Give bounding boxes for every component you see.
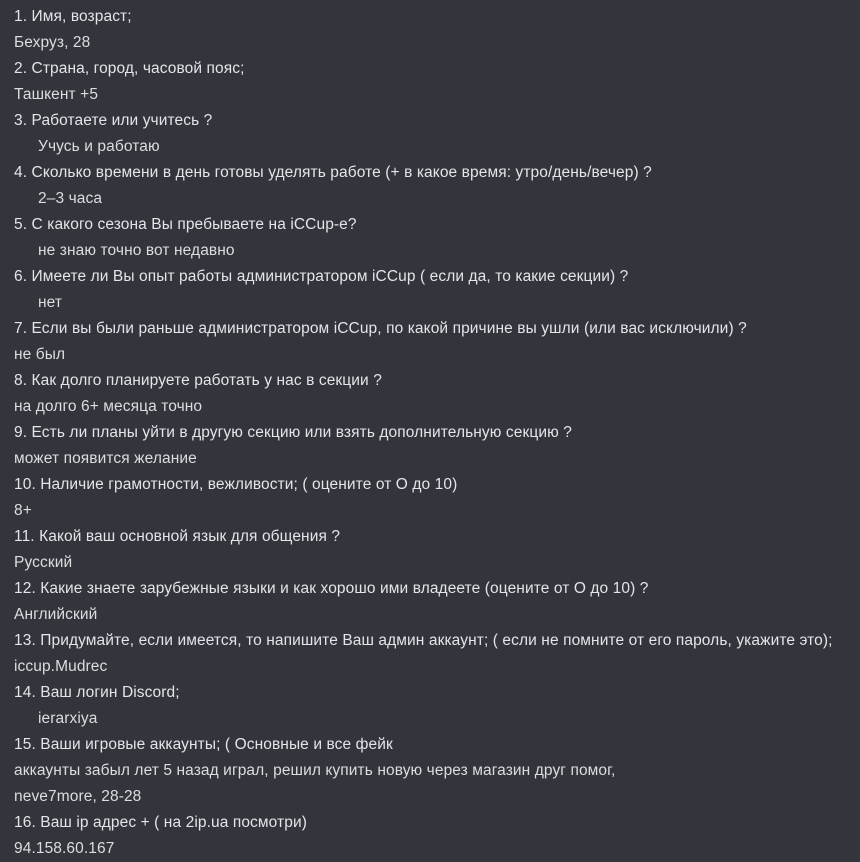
answer-line: Английский xyxy=(14,606,98,623)
answer-line: Русский xyxy=(14,554,73,571)
answer-line: 94.158.60.167 xyxy=(14,840,115,857)
question-line: 2. Страна, город, часовой пояс; xyxy=(14,60,245,77)
question-line: 13. Придумайте, если имеется, то напишите Ваш админ аккаунт; ( если не помните от его пароль, укажите это); xyxy=(14,632,833,649)
answer-line: 8+ xyxy=(14,502,32,519)
question-line: 8. Как долго планируете работать у нас в секции ? xyxy=(14,372,382,389)
question-line: 6. Имеете ли Вы опыт работы администратором iCCup ( если да, то какие секции) ? xyxy=(14,268,629,285)
answer-line: iccup.Mudrec xyxy=(14,658,108,675)
answer-line: neve7more, 28-28 xyxy=(14,788,142,805)
answer-line: нет xyxy=(38,294,63,311)
question-line: 4. Сколько времени в день готовы уделять работе (+ в какое время: утро/день/вечер) ? xyxy=(14,164,652,181)
question-line: 9. Есть ли планы уйти в другую секцию или взять дополнительную секцию ? xyxy=(14,424,572,441)
answer-line: может появится желание xyxy=(14,450,197,467)
question-line: 14. Ваш логин Discord; xyxy=(14,684,180,701)
answer-line: аккаунты забыл лет 5 назад играл, решил купить новую через магазин друг помог, xyxy=(14,762,616,779)
answer-line: на долго 6+ месяца точно xyxy=(14,398,203,415)
answer-line: Бехруз, 28 xyxy=(14,34,91,51)
answer-line: не знаю точно вот недавно xyxy=(38,242,235,259)
question-line: 16. Ваш ip адрес + ( на 2ip.ua посмотри) xyxy=(14,814,307,831)
answer-line: не был xyxy=(14,346,66,363)
question-line: 5. С какого сезона Вы пребываете на iCCup-е? xyxy=(14,216,357,233)
answer-line: ierarxiya xyxy=(38,710,98,727)
question-line: 15. Ваши игровые аккаунты; ( Основные и все фейк xyxy=(14,736,393,753)
answer-line: Ташкент +5 xyxy=(14,86,99,103)
question-line: 11. Какой ваш основной язык для общения ? xyxy=(14,528,341,545)
question-line: 1. Имя, возраст; xyxy=(14,8,132,25)
answer-line: Учусь и работаю xyxy=(38,138,160,155)
question-line: 7. Если вы были раньше администратором iCCup, по какой причине вы ушли (или вас исключили) ? xyxy=(14,320,747,337)
question-line: 3. Работаете или учитесь ? xyxy=(14,112,213,129)
question-line: 12. Какие знаете зарубежные языки и как хорошо ими владеете (оцените от О до 10) ? xyxy=(14,580,649,597)
question-line: 10. Наличие грамотности, вежливости; ( оцените от О до 10) xyxy=(14,476,458,493)
answer-line: 2–3 часа xyxy=(38,190,103,207)
